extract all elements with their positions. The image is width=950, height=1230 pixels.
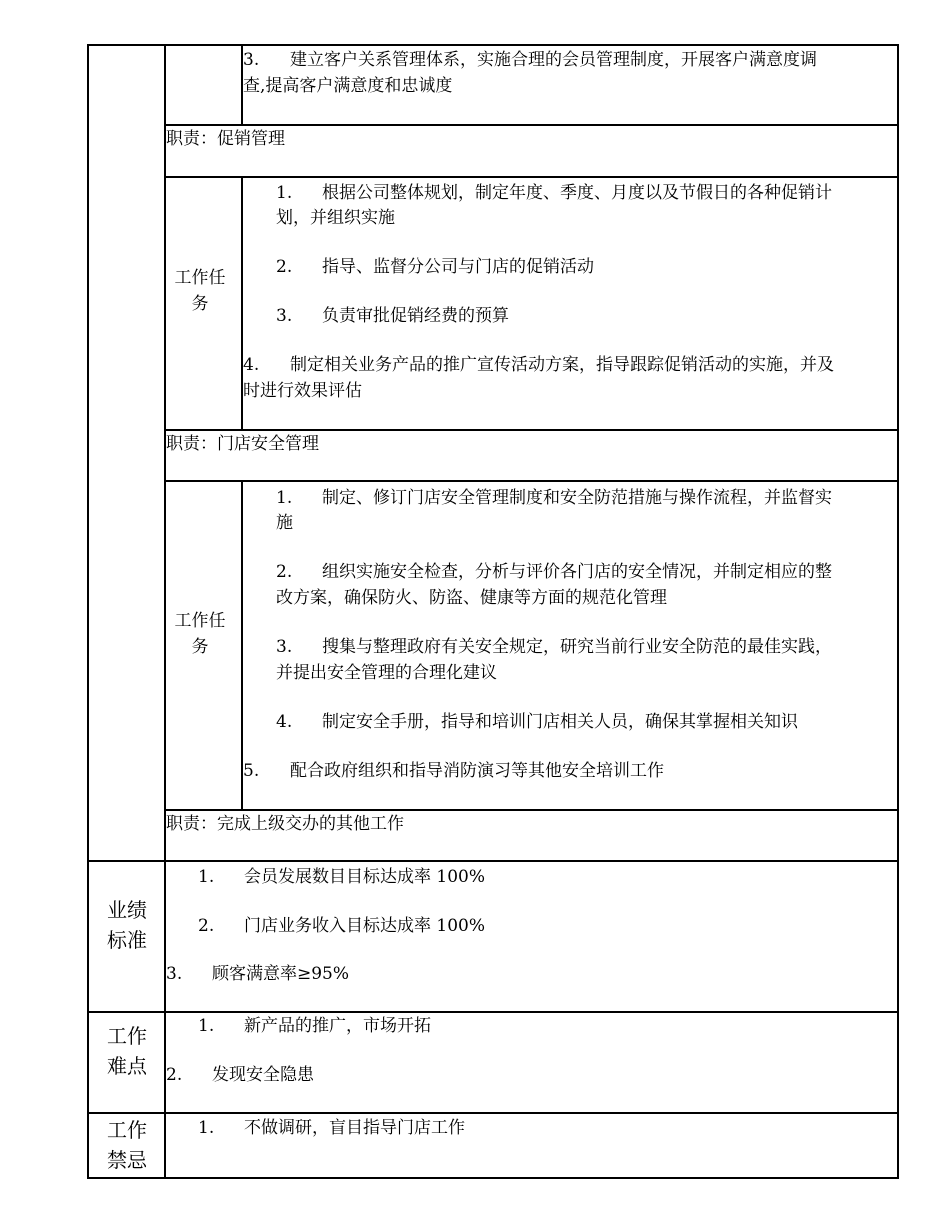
safety-task-1 (276, 485, 832, 511)
performance-label: 业绩标准 (107, 898, 147, 952)
item-number: 1. (276, 488, 293, 508)
item-number: 3. (243, 50, 260, 70)
row-divider (164, 176, 899, 178)
performance-item-1 (198, 864, 485, 890)
item-number: 3. (276, 306, 293, 326)
item-text: 新产品的推广，市场开拓 (244, 1016, 431, 1036)
task-label-promotion: 工作任务 (174, 268, 226, 314)
item-number: 5. (243, 761, 260, 781)
task-label-safety: 工作任务 (174, 611, 226, 657)
section-divider (87, 1112, 899, 1114)
task-text: 搜集与整理政府有关安全规定，研究当前行业安全防范的最佳实践， (322, 637, 832, 657)
task-text: 制定、修订门店安全管理制度和安全防范措施与操作流程，并监督实 (322, 488, 832, 508)
item-number: 2. (276, 257, 293, 277)
item-text: 会员发展数目目标达成率 100% (244, 867, 486, 887)
task-text: 组织实施安全检查，分析与评价各门店的安全情况，并制定相应的整 (322, 562, 832, 582)
safety-task-3 (276, 634, 832, 660)
taboo-label: 工作禁忌 (107, 1118, 147, 1172)
item-number: 2. (276, 562, 293, 582)
item-number: 1. (276, 183, 293, 203)
safety-task-2 (276, 559, 832, 585)
item-number: 1. (198, 867, 215, 887)
duty-safety: 职责：门店安全管理 (166, 434, 319, 454)
section-divider (87, 860, 899, 862)
item-number: 2. (166, 1065, 183, 1085)
item-number: 4. (276, 712, 293, 732)
item-text: 门店业务收入目标达成率 100% (244, 916, 486, 936)
safety-task-5 (243, 758, 664, 784)
item-number: 4. (243, 355, 260, 375)
table-border-bottom (87, 1177, 899, 1179)
task-text: 制定安全手册，指导和培训门店相关人员，确保其掌握相关知识 (322, 712, 798, 732)
safety-task-1-cont: 施 (276, 513, 293, 533)
promo-task-3 (276, 303, 509, 329)
item-text: 不做调研，盲目指导门店工作 (244, 1118, 465, 1138)
item-number: 1. (198, 1016, 215, 1036)
promo-task-4-cont: 时进行效果评估 (243, 381, 362, 401)
task-text: 根据公司整体规划，制定年度、季度、月度以及节假日的各种促销计 (322, 183, 832, 203)
item-text: 发现安全隐患 (212, 1065, 314, 1085)
safety-task-4 (276, 709, 798, 735)
item-number: 3. (276, 637, 293, 657)
promo-task-1 (276, 180, 832, 206)
promo-task-2 (276, 254, 594, 280)
safety-task-3-cont: 并提出安全管理的合理化建议 (276, 663, 497, 683)
difficulty-label: 工作难点 (107, 1024, 147, 1078)
table-border-left (87, 44, 89, 1179)
promo-task-1-cont: 划，并组织实施 (276, 208, 395, 228)
table-border-top (87, 44, 899, 46)
item-number: 3. (166, 964, 183, 984)
table-border-right (897, 44, 899, 1179)
customer-task-3 (243, 47, 817, 73)
task-text: 指导、监督分公司与门店的促销活动 (322, 257, 594, 277)
difficulty-item-2 (166, 1062, 314, 1088)
item-number: 2. (198, 916, 215, 936)
row-divider (164, 480, 899, 482)
safety-task-2-cont: 改方案，确保防火、防盗、健康等方面的规范化管理 (276, 588, 667, 608)
performance-item-3 (166, 961, 349, 987)
task-text: 制定相关业务产品的推广宣传活动方案，指导跟踪促销活动的实施，并及 (290, 355, 834, 375)
promo-task-4 (243, 352, 834, 378)
performance-item-2 (198, 913, 485, 939)
task-text: 配合政府组织和指导消防演习等其他安全培训工作 (290, 761, 664, 781)
task-text: 负责审批促销经费的预算 (322, 306, 509, 326)
item-text: 顾客满意率≥95% (212, 964, 350, 984)
customer-task-3-cont: 查,提高客户满意度和忠诚度 (243, 76, 453, 96)
difficulty-item-1 (198, 1013, 431, 1039)
duty-other: 职责：完成上级交办的其他工作 (166, 814, 404, 834)
taboo-item-1 (198, 1115, 465, 1141)
task-text: 建立客户关系管理体系，实施合理的会员管理制度，开展客户满意度调 (290, 50, 817, 70)
duty-promotion: 职责：促销管理 (166, 129, 285, 149)
item-number: 1. (198, 1118, 215, 1138)
column-divider (164, 44, 166, 1179)
